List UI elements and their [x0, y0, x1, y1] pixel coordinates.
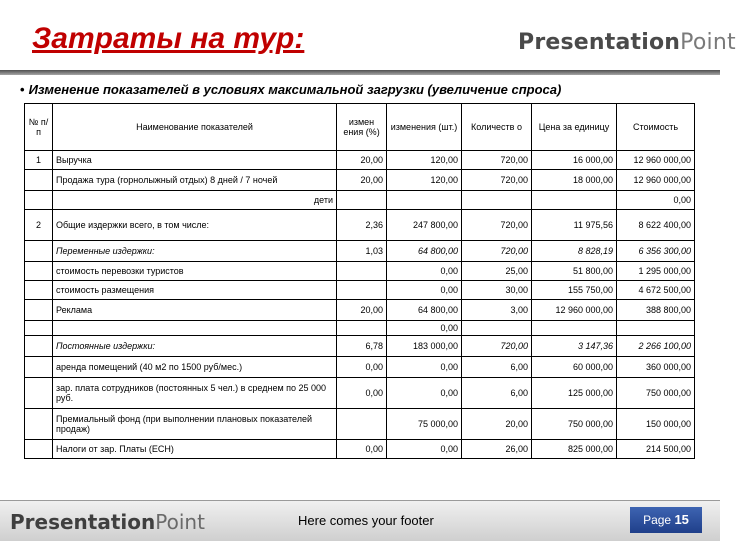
- cell-cost: 750 000,00: [617, 378, 695, 409]
- table-row: [25, 378, 695, 409]
- cell-change-pct: 20,00: [337, 300, 387, 321]
- cell-cost: 150 000,00: [617, 409, 695, 440]
- cell-unit-price: 3 147,36: [532, 336, 617, 357]
- cell-quantity: 720,00: [462, 336, 532, 357]
- cell-unit-price: 51 800,00: [532, 262, 617, 281]
- cell-change-pct: 0,00: [337, 378, 387, 409]
- cell-change-units: 183 000,00: [387, 336, 462, 357]
- row-number: [25, 357, 53, 378]
- cell-change-units: 0,00: [387, 262, 462, 281]
- row-label: аренда помещений (40 м2 по 1500 руб/мес.): [53, 357, 337, 378]
- cell-unit-price: [532, 321, 617, 336]
- cell-quantity: 6,00: [462, 378, 532, 409]
- header-cell: изменения (шт.): [387, 104, 462, 151]
- row-label: Общие издержки всего, в том числе:: [53, 210, 337, 241]
- cell-unit-price: 750 000,00: [532, 409, 617, 440]
- row-label: Переменные издержки:: [53, 241, 337, 262]
- bullet-text: Изменение показателей в условиях максимальной загрузки (увеличение спроса): [28, 82, 562, 97]
- bullet-point: [20, 82, 561, 97]
- cell-quantity: 720,00: [462, 210, 532, 241]
- header-cell: Количеств о: [462, 104, 532, 151]
- cell-quantity: 30,00: [462, 281, 532, 300]
- cell-unit-price: 16 000,00: [532, 151, 617, 170]
- table-row: [25, 191, 695, 210]
- cell-quantity: 720,00: [462, 241, 532, 262]
- cell-change-units: [387, 191, 462, 210]
- row-label: Продажа тура (горнолыжный отдых) 8 дней / 7 ночей: [53, 170, 337, 191]
- cell-change-pct: 0,00: [337, 357, 387, 378]
- cell-cost: [617, 321, 695, 336]
- row-label: дети: [53, 191, 337, 210]
- cell-change-units: 0,00: [387, 281, 462, 300]
- cell-change-pct: [337, 409, 387, 440]
- footer-text: Here comes your footer: [298, 513, 434, 528]
- row-label: Выручка: [53, 151, 337, 170]
- cell-cost: 4 672 500,00: [617, 281, 695, 300]
- row-number: [25, 378, 53, 409]
- row-label: [53, 321, 337, 336]
- cell-change-units: 64 800,00: [387, 300, 462, 321]
- cell-change-pct: 6,78: [337, 336, 387, 357]
- table-row: [25, 300, 695, 321]
- row-number: [25, 281, 53, 300]
- cell-change-pct: 0,00: [337, 440, 387, 459]
- cell-unit-price: 18 000,00: [532, 170, 617, 191]
- cell-change-pct: [337, 191, 387, 210]
- cell-quantity: 25,00: [462, 262, 532, 281]
- cell-quantity: 6,00: [462, 357, 532, 378]
- row-label: Премиальный фонд (при выполнении плановых показателей продаж): [53, 409, 337, 440]
- cell-cost: 360 000,00: [617, 357, 695, 378]
- row-number: 1: [25, 151, 53, 170]
- table-row: [25, 241, 695, 262]
- cell-quantity: 3,00: [462, 300, 532, 321]
- row-label: Постоянные издержки:: [53, 336, 337, 357]
- row-label: Реклама: [53, 300, 337, 321]
- cost-table: [24, 103, 695, 459]
- footer-brand-part1: Presentation: [10, 510, 156, 534]
- table-row: [25, 262, 695, 281]
- cell-change-units: 120,00: [387, 151, 462, 170]
- row-number: [25, 170, 53, 191]
- cell-cost: 1 295 000,00: [617, 262, 695, 281]
- table-header-row: [25, 104, 695, 151]
- cell-change-units: 120,00: [387, 170, 462, 191]
- table-row: [25, 281, 695, 300]
- cell-cost: 388 800,00: [617, 300, 695, 321]
- cell-unit-price: 12 960 000,00: [532, 300, 617, 321]
- header-cell: измен ения (%): [337, 104, 387, 151]
- cell-quantity: [462, 321, 532, 336]
- cell-change-units: 247 800,00: [387, 210, 462, 241]
- row-number: 2: [25, 210, 53, 241]
- bullet-dot-icon: •: [20, 82, 25, 97]
- row-label: Налоги от зар. Платы (ЕСН): [53, 440, 337, 459]
- table-row: [25, 321, 695, 336]
- footer-brand-logo: [10, 510, 205, 534]
- brand-logo-part1: Presentation: [518, 30, 681, 55]
- row-number: [25, 262, 53, 281]
- cell-change-pct: 20,00: [337, 170, 387, 191]
- cell-unit-price: 8 828,19: [532, 241, 617, 262]
- cell-change-pct: 2,36: [337, 210, 387, 241]
- cell-cost: 2 266 100,00: [617, 336, 695, 357]
- table-row: [25, 336, 695, 357]
- page-number-badge: [630, 507, 702, 533]
- row-number: [25, 336, 53, 357]
- row-label: зар. плата сотрудников (постоянных 5 чел.) в среднем по 25 000 руб.: [53, 378, 337, 409]
- cell-change-units: 64 800,00: [387, 241, 462, 262]
- cell-change-pct: [337, 281, 387, 300]
- cell-cost: 6 356 300,00: [617, 241, 695, 262]
- cell-change-pct: 1,03: [337, 241, 387, 262]
- cell-cost: 0,00: [617, 191, 695, 210]
- cell-change-pct: [337, 262, 387, 281]
- cell-unit-price: 155 750,00: [532, 281, 617, 300]
- row-number: [25, 321, 53, 336]
- cell-unit-price: 125 000,00: [532, 378, 617, 409]
- row-number: [25, 300, 53, 321]
- cell-cost: 8 622 400,00: [617, 210, 695, 241]
- row-number: [25, 409, 53, 440]
- row-label: стоимость перевозки туристов: [53, 262, 337, 281]
- cell-change-units: 0,00: [387, 357, 462, 378]
- title-divider: [0, 70, 720, 75]
- cell-quantity: [462, 191, 532, 210]
- cell-change-pct: 20,00: [337, 151, 387, 170]
- cell-cost: 214 500,00: [617, 440, 695, 459]
- header-cell: Стоимость: [617, 104, 695, 151]
- table-row: [25, 210, 695, 241]
- page-number: 15: [674, 512, 689, 527]
- cell-cost: 12 960 000,00: [617, 151, 695, 170]
- cell-change-units: 0,00: [387, 378, 462, 409]
- cell-quantity: 20,00: [462, 409, 532, 440]
- cell-quantity: 720,00: [462, 151, 532, 170]
- cell-unit-price: 11 975,56: [532, 210, 617, 241]
- page-label: Page: [643, 513, 672, 527]
- brand-logo: [518, 30, 736, 55]
- header-cell: Наименование показателей: [53, 104, 337, 151]
- cell-change-units: 0,00: [387, 321, 462, 336]
- cell-change-units: 0,00: [387, 440, 462, 459]
- table-row: [25, 151, 695, 170]
- cell-unit-price: [532, 191, 617, 210]
- cell-cost: 12 960 000,00: [617, 170, 695, 191]
- cell-unit-price: 60 000,00: [532, 357, 617, 378]
- row-number: [25, 191, 53, 210]
- header-cell: № п/п: [25, 104, 53, 151]
- cell-change-pct: [337, 321, 387, 336]
- cell-change-units: 75 000,00: [387, 409, 462, 440]
- slide-title: Затраты на тур:: [32, 22, 305, 55]
- table-row: [25, 357, 695, 378]
- brand-logo-part2: Point: [680, 30, 736, 55]
- row-number: [25, 440, 53, 459]
- table-row: [25, 409, 695, 440]
- cell-quantity: 26,00: [462, 440, 532, 459]
- cell-quantity: 720,00: [462, 170, 532, 191]
- footer-brand-part2: Point: [155, 510, 205, 534]
- table-row: [25, 170, 695, 191]
- cell-unit-price: 825 000,00: [532, 440, 617, 459]
- header-cell: Цена за единицу: [532, 104, 617, 151]
- row-label: стоимость размещения: [53, 281, 337, 300]
- row-number: [25, 241, 53, 262]
- table-row: [25, 440, 695, 459]
